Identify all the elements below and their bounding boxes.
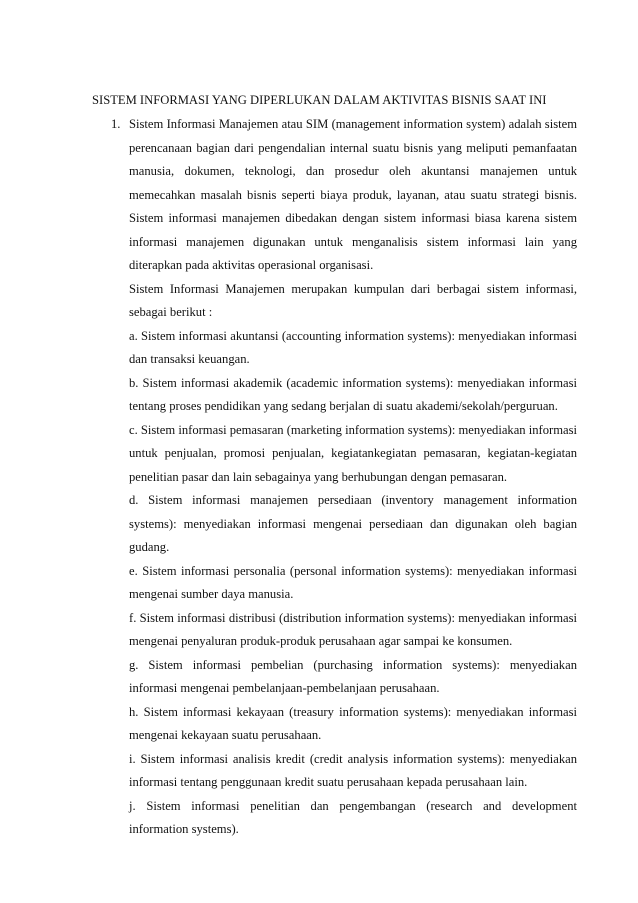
paragraph-item-d: d. Sistem informasi manajemen persediaan (inventory management information systems): menyediakan informasi mengenai persediaan dan digunakan oleh bagian gudang. [129, 493, 577, 554]
paragraph-sim-definition: Sistem Informasi Manajemen atau SIM (management information system) adalah sistem perencanaan bagian dari pengendalian internal suatu bisnis yang meliputi pemanfaatan manusia, dokumen, teknologi, dan prosedur oleh akuntansi manajemen untuk memecahkan masalah bisnis seperti biaya produk, layanan, atau suatu strategi bisnis. Sistem informasi manajemen dibedakan dengan sistem informasi biasa karena sistem informasi manajemen digunakan untuk menganalisis sistem informasi lain yang diterapkan pada aktivitas operasional organisasi. [129, 117, 577, 272]
paragraph-item-c: c. Sistem informasi pemasaran (marketing information systems): menyediakan informasi untuk penjualan, promosi penjualan, kegiatankegiatan pemasaran, kegiatan-kegiatan penelitian pasar dan lain sebagainya yang berhubungan dengan pemasaran. [129, 422, 578, 484]
paragraph-sim-intro: Sistem Informasi Manajemen merupakan kumpulan dari berbagai sistem informasi, sebagai berikut : [129, 281, 577, 319]
paragraph-item-f: f. Sistem informasi distribusi (distribution information systems): menyediakan informasi mengenai penyaluran produk-produk perusahaan agar sampai ke konsumen. [129, 610, 577, 648]
document-heading: SISTEM INFORMASI YANG DIPERLUKAN DALAM AKTIVITAS BISNIS SAAT INI [92, 93, 547, 107]
numbered-list [102, 113, 582, 842]
paragraph-item-e: e. Sistem informasi personalia (personal information systems): menyediakan informasi mengenai sumber daya manusia. [129, 563, 577, 601]
paragraph-item-h: h. Sistem informasi kekayaan (treasury information systems): menyediakan informasi mengenai kekayaan suatu perusahaan. [129, 704, 577, 742]
paragraph-item-a: a. Sistem informasi akuntansi (accounting information systems): menyediakan informasi dan transaksi keuangan. [129, 328, 577, 366]
paragraph-item-j: j. Sistem informasi penelitian dan pengembangan (research and development information systems). [129, 798, 577, 836]
list-item [102, 113, 582, 842]
paragraph-item-g: g. Sistem informasi pembelian (purchasing information systems): menyediakan informasi mengenai pembelanjaan-pembelanjaan perusahaan. [129, 657, 577, 695]
list-item-number: 1. [111, 117, 121, 131]
paragraph-item-b: b. Sistem informasi akademik (academic information systems): menyediakan informasi tentang proses pendidikan yang sedang berjalan di suatu akademi/sekolah/perguruan. [129, 375, 577, 413]
paragraph-item-i: i. Sistem informasi analisis kredit (credit analysis information systems): menyediakan informasi tentang penggunaan kredit suatu perusahaan kepada perusahaan lain. [129, 751, 577, 789]
